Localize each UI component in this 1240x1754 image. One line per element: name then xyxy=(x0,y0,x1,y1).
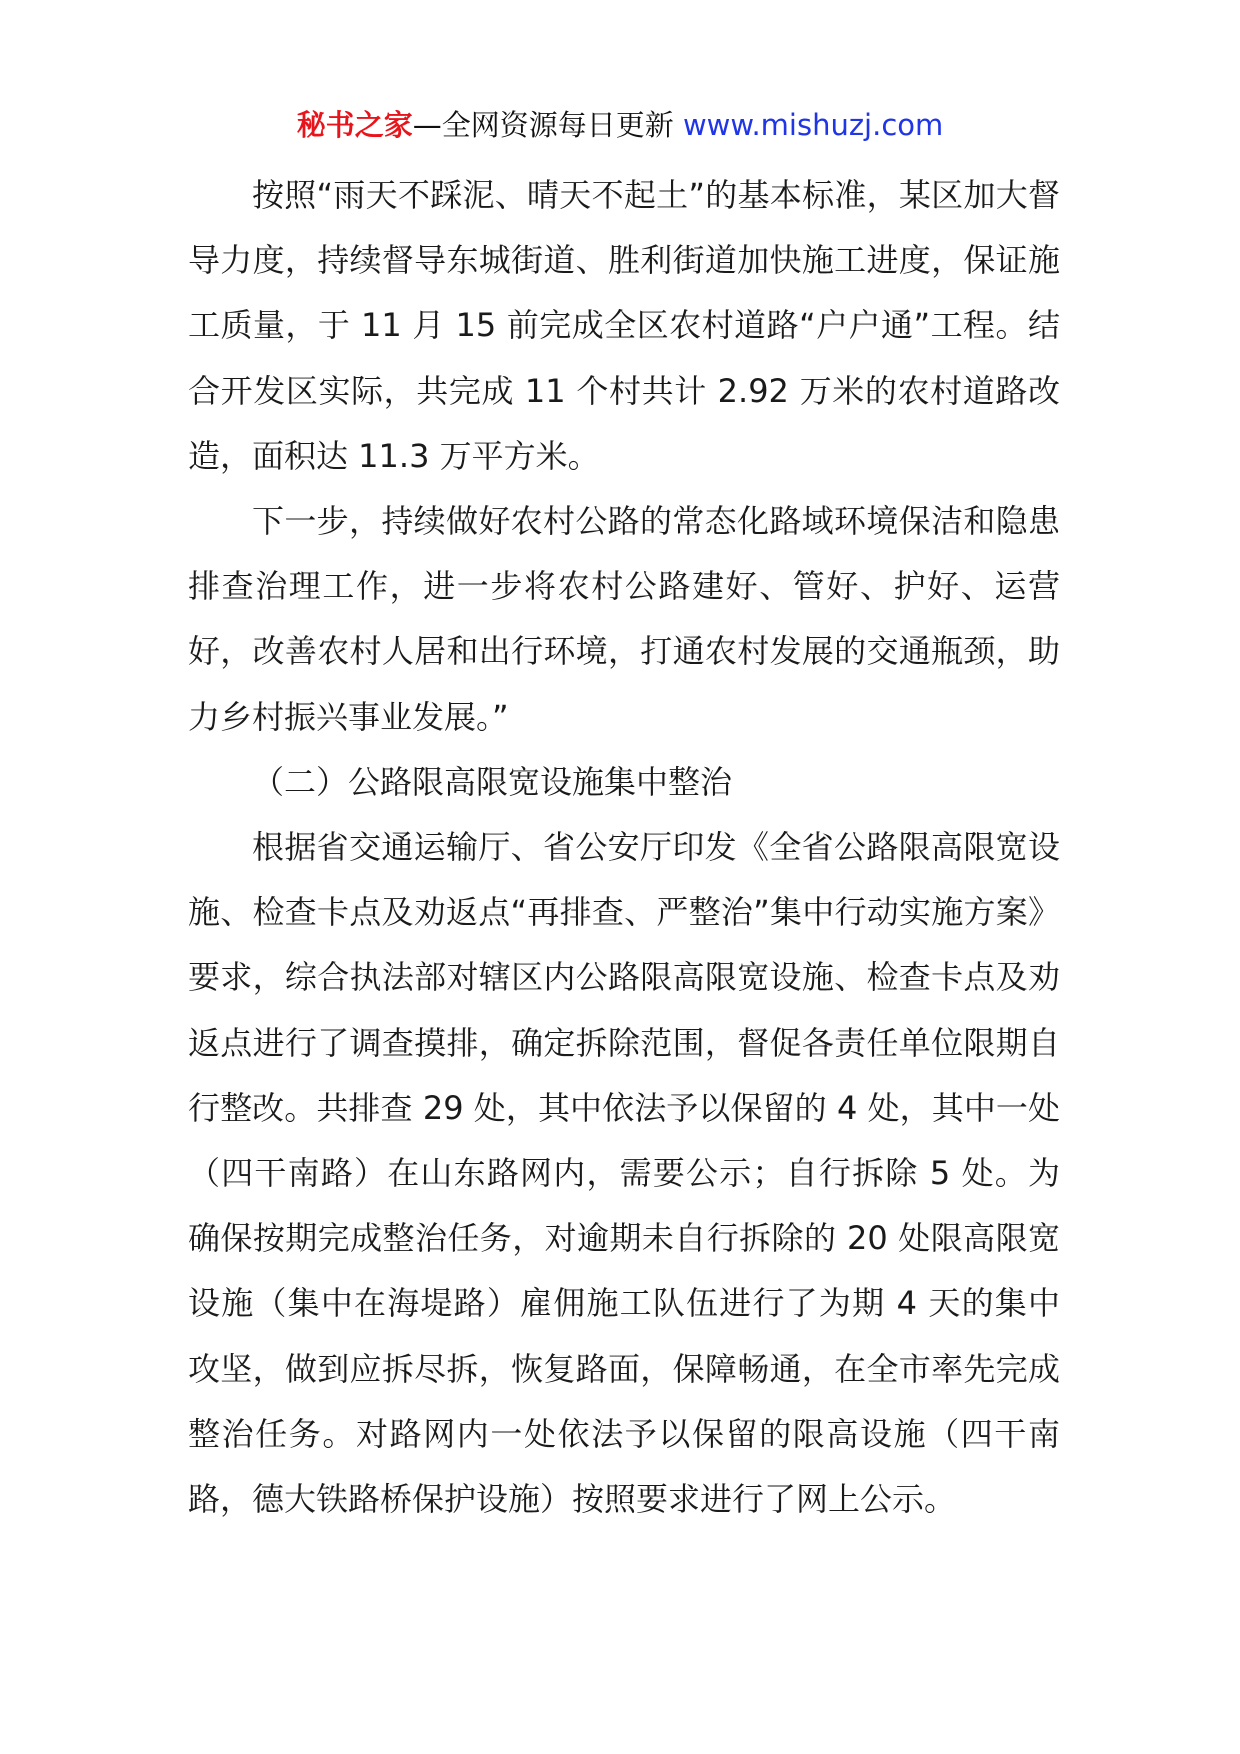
header-tagline: —全网资源每日更新 xyxy=(412,108,674,142)
document-body xyxy=(188,163,1060,1532)
section-heading: （二）公路限高限宽设施集中整治 xyxy=(252,762,733,801)
paragraph-height-limit-rectification: 根据省交通运输厅、省公安厅印发《全省公路限高限宽设施、检查卡点及劝返点“再排查、严整治”集中行动实施方案》要求，综合执法部对辖区内公路限高限宽设施、检查卡点及劝返点进行了调查摸排，确定拆除范围，督促各责任单位限期自行整改。共排查 29 处，其中依法予以保留的 4 处，其中一处（四干南路）在山东路网内，需要公示；自行拆除 5 处。为确保按期完成整治任务，对逾期未自行拆除的 20 处限高限宽设施（集中在海堤路）雇佣施工队伍进行了为期 4 天的集中攻坚，做到应拆尽拆，恢复路面，保障畅通，在全市率先完成整治任务。对路网内一处依法予以保留的限高设施（四干南路，德大铁路桥保护设施）按照要求进行了网上公示。 xyxy=(188,828,1060,1519)
paragraph-next-steps: 下一步，持续做好农村公路的常态化路域环境保洁和隐患排查治理工作，进一步将农村公路建好、管好、护好、运营好，改善农村人居和出行环境，打通农村发展的交通瓶颈，助力乡村振兴事业发展。” xyxy=(188,502,1060,736)
brand-name: 秘书之家 xyxy=(296,108,413,142)
paragraph-road-construction: 按照“雨天不踩泥、晴天不起土”的基本标准，某区加大督导力度，持续督导东城街道、胜利街道加快施工进度，保证施工质量，于 11 月 15 前完成全区农村道路“户户通”工程。结合开发区实际，共完成 11 个村共计 2.92 万米的农村道路改造，面积达 11.3 万平方米。 xyxy=(188,176,1060,475)
site-link[interactable]: www.mishuzj.com xyxy=(682,108,944,142)
page-header xyxy=(0,100,1240,150)
